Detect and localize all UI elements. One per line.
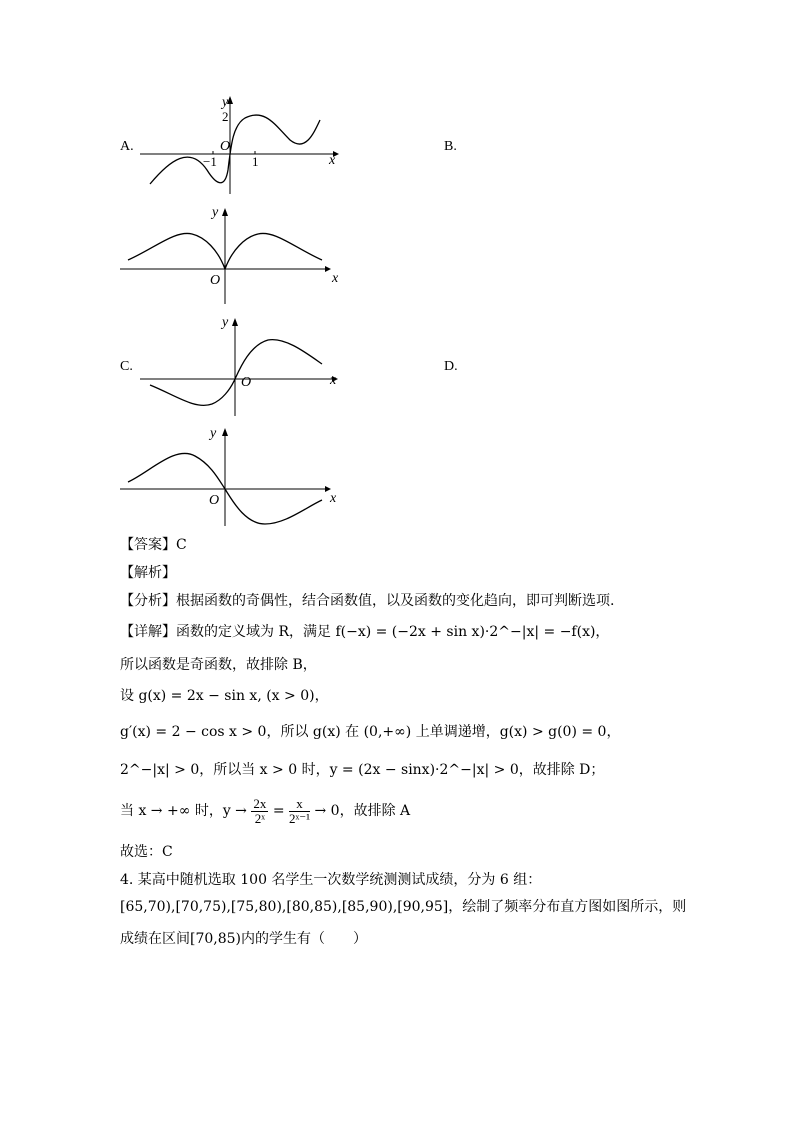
- xiangjie-line-6: [120, 795, 410, 827]
- answer-tag: 【答案】: [120, 537, 176, 553]
- limit-fraction-2-den: 2ˣ⁻¹: [289, 810, 311, 826]
- graph-a-tick-neg1: −1: [203, 154, 217, 169]
- xiangjie-tag: 【详解】: [120, 624, 176, 640]
- graph-d-origin-label: O: [209, 493, 220, 508]
- equals-sign: =: [272, 803, 285, 819]
- graph-d-x-label: x: [330, 491, 337, 506]
- graph-d: [120, 420, 345, 530]
- graph-b-x-label: x: [332, 271, 339, 286]
- limit-fraction-1-den: 2ˣ: [254, 810, 265, 826]
- graph-a: [135, 90, 345, 195]
- graph-a-origin-label: O: [220, 139, 231, 154]
- answer-value: C: [176, 537, 187, 553]
- graph-d-y-label: y: [210, 426, 217, 441]
- limit-fraction-1: [251, 797, 268, 826]
- graph-c: [140, 310, 345, 420]
- xiangjie-line-4: g′(x) = 2 − cos x > 0，所以 g(x) 在 (0,+∞) 上单调递增，g(x) > g(0) = 0，: [120, 724, 621, 740]
- fenxi-line: [120, 591, 614, 611]
- q4-line-1: 4. 某高中随机选取 100 名学生一次数学统测测试成绩，分为 6 组：: [120, 872, 542, 888]
- q4-line-2: [65,70),[70,75),[75,80),[80,85),[85,90),[90,95]，绘制了频率分布直方图如图所示，则: [120, 899, 687, 915]
- xiangjie-line-5: 2^−|x| > 0，所以当 x > 0 时，y = (2x − sinx)·2^−|x| > 0，故排除 D；: [120, 762, 605, 778]
- graph-a-x-label: x: [329, 153, 336, 168]
- limit-fraction-2: [289, 797, 310, 826]
- fenxi-tag: 【分析】: [120, 593, 176, 609]
- graph-c-x-label: x: [330, 373, 337, 388]
- graph-a-tick-2: 2: [222, 109, 229, 124]
- limit-head: 当 x → +∞ 时，y →: [120, 803, 247, 819]
- xiangjie-text-1: 函数的定义域为 R，满足 f(−x) = (−2x + sin x)·2^−|x| = −f(x)，: [176, 624, 610, 640]
- graph-b: [120, 200, 345, 305]
- graph-b-y-label: y: [212, 205, 219, 220]
- analysis-tag: 【解析】: [120, 565, 176, 581]
- analysis-heading: [120, 563, 176, 583]
- option-d-label: D.: [444, 359, 458, 374]
- q4-line-3: 成绩在区间[70,85)内的学生有（ ）: [120, 931, 368, 947]
- xiangjie-line-3: 设 g(x) = 2x − sin x, (x > 0)，: [120, 688, 329, 704]
- limit-fraction-1-num: 2x: [253, 795, 267, 811]
- graph-b-origin-label: O: [210, 273, 221, 288]
- graph-c-y-label: y: [222, 315, 229, 330]
- fenxi-text: 根据函数的奇偶性，结合函数值，以及函数的变化趋向，即可判断选项.: [176, 593, 615, 609]
- option-c-label: C.: [120, 359, 133, 374]
- xiangjie-line-1: [120, 622, 609, 642]
- xiangjie-line-2: 所以函数是奇函数，故排除 B，: [120, 657, 317, 673]
- option-b-label: B.: [444, 139, 457, 154]
- graph-a-y-label: y: [222, 95, 229, 110]
- graph-c-origin-label: O: [241, 375, 252, 390]
- answer-line: [120, 535, 187, 555]
- limit-fraction-2-num: x: [289, 797, 310, 812]
- graph-a-tick-1: 1: [252, 154, 259, 169]
- choice-line: 故选：C: [120, 844, 173, 860]
- limit-tail: → 0，故排除 A: [314, 803, 411, 819]
- option-a-label: A.: [120, 139, 134, 154]
